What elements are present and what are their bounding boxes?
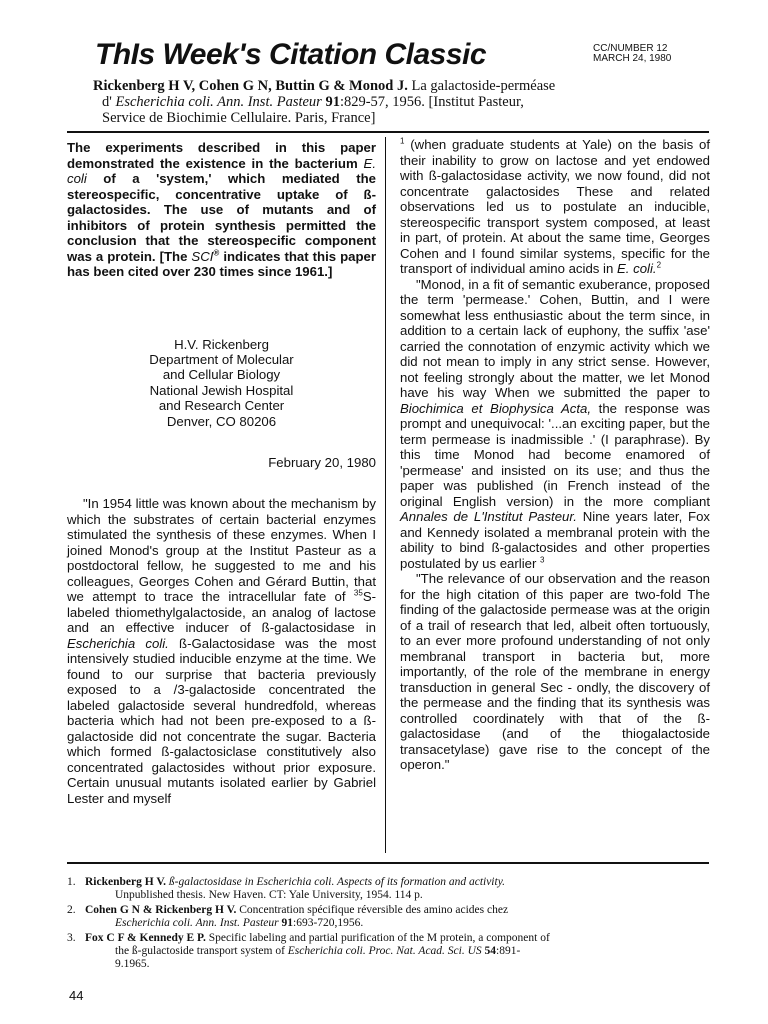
- abstract-text-2: of a 'system,' which mediated the stereospecific, concentrative uptake of ß-galactosides. The use of mutants and of inhibitors of protein synthesis permitted the conclusion that the stereospecific component was a protein. [The: [67, 171, 376, 264]
- abstract-organism: E. coli: [67, 155, 376, 186]
- page-title: ThIs Week's Citation Classic: [95, 38, 487, 71]
- para2-text-c: Nine years later, Fox and Kennedy isolated a membranal protein with the ability to bind ß-galactosides and other properties postulated by us earlier: [400, 509, 711, 571]
- citation-pages: :829-57, 1956. [Institut Pasteur,: [339, 94, 524, 110]
- para1-text-a: "In 1954 little was known about the mechanism by which the substrates of certain bacterial enzymes stimulated the synthesis of these enzymes. When I joined Monod's group at the Institut Pasteur as a postdoctoral fellow, he suggested to me and his colleagues, Georges Cohen and Gérard Buttin, that we attempt to trace the intracellular fate of: [67, 496, 376, 605]
- address-line-4: and Research Center: [158, 398, 285, 414]
- address-line-1: Department of Molecular: [149, 351, 294, 367]
- reference-title: ß-galactosidase in Escherichia coli. Aspects of its formation and activity.: [168, 876, 506, 888]
- citation: [93, 78, 743, 126]
- reference-item: [67, 932, 717, 971]
- abstract-text-3: indicates that this paper has been cited over 230 times since 1961.]: [67, 248, 376, 279]
- reference-item: [67, 876, 717, 902]
- para1-text-b: S-labeled thiomethylgalactoside, an analog of lactose and an effective inducer of ß-galactosidase in: [67, 589, 376, 636]
- right-column: [400, 137, 710, 773]
- body-paragraph-2: [400, 277, 710, 572]
- journal-annales: Annales de L'Institut Pasteur.: [400, 509, 577, 524]
- body-paragraph-1-cont: [400, 137, 710, 277]
- reference-item: [67, 904, 717, 930]
- para1-text-d: (when graduate students at Yale) on the basis of their inability to grow on lactose and yet endowed with ß-galactosidase activity, we now found, did not concentrate galactosides These and related observations led us to postulate an inducible, stereospecific transport system composed, at least in part, of protein. At about the same time, Georges Cohen and I found similar systems, specific for the transport of individual amino acids in: [400, 137, 710, 276]
- reference-authors: Rickenberg H V.: [85, 876, 167, 888]
- reference-number: 1.: [67, 876, 76, 888]
- para2-text-b: the response was prompt and unequivocal: '...an exciting paper, but the term permease is inadmissible .' (I paraphrase). By this time Monod had become enamored of 'permease' and insisted on its use; and thus the paper was published (in French instead of the original English version) in the more compliant: [400, 400, 710, 509]
- reference-volume: 54: [484, 945, 497, 957]
- top-rule: [67, 131, 709, 133]
- ref-3-marker: 3: [540, 555, 545, 565]
- reference-details-cont: 9.1965.: [115, 958, 150, 970]
- abstract: [67, 140, 376, 280]
- reference-title: Concentration spécifique réversible des amino acides chez: [239, 904, 509, 916]
- cc-number: CC/NUMBER 12: [593, 43, 668, 54]
- address-line-2: and Cellular Biology: [162, 367, 281, 383]
- reference-journal: Escherichia coli. Ann. Inst. Pasteur: [115, 917, 279, 929]
- reference-title: Specific labeling and partial purification of the M protein, a component of: [208, 932, 550, 944]
- issue-info: [593, 44, 671, 64]
- author-address: [67, 337, 376, 429]
- reference-details: :891-: [496, 945, 521, 957]
- ref-2-marker: 2: [656, 260, 662, 270]
- citation-line-2: [93, 94, 743, 110]
- bottom-rule: [67, 862, 709, 864]
- abstract-text-1: The experiments described in this paper demonstrated the existence in the bacterium: [67, 140, 376, 171]
- body-paragraph-3: "The relevance of our observation and the reason for the high citation of this paper are two-fold The finding of the galactoside permease was at the origin of a trail of research that led, albeit often tortuously, to an ever more profound understanding of not only membranal transport in bacteria but, more importantly, of the role of the membrane in energy transduction in general Sec - ondly, the discovery of the permease and the finding that its synthesis was controlled coordinately with that of the ß-galactosidase (and of the thiogalactoside transacetylase) gave rise to the concept of the operon.": [400, 571, 710, 772]
- citation-title: La galactoside-perméase: [411, 78, 556, 94]
- citation-institution: Service de Biochimie Cellulaire. Paris, France]: [102, 110, 376, 126]
- reference-title-cont: the ß-gulactoside transport system of: [115, 945, 285, 957]
- para1-text-c: ß-Galactosidase was the most intensively studied inducible enzyme at the time. We found to our surprise that bacteria previously exposed to a /3-galactoside concentrated the labeled galactoside several hundredfold, whereas bacteria which had not been pre-exposed to a ß-galactoside did not concentrate the sugar. Bacteria which formed ß-galactosiclase constitutively also concentrated galactosides without prior exposure. Certain unusual mutants isolated earlier by Gabriel Lester and myself: [67, 635, 377, 806]
- references: [67, 876, 717, 973]
- reference-number: 2.: [67, 904, 76, 916]
- column-divider: [385, 137, 386, 853]
- para2-text-a: "Monod, in a fit of semantic exuberance, proposed the term 'permease.' Cohen, Buttin, and I were somewhat less enthusiastic about the term since, in addition to a certain lack of euphony, the suffix 'ase' carried the connotation of enzymic activity which we did not mean to imply in any strict sense. However, not feeling strongly about the matter, we let Monod have his way When we submitted the paper to: [400, 276, 710, 400]
- citation-volume: 91: [325, 94, 340, 110]
- issue-date: MARCH 24, 1980: [593, 53, 672, 64]
- citation-line-1: [93, 78, 743, 94]
- reference-number: 3.: [67, 932, 76, 944]
- page-number: 44: [69, 988, 84, 1003]
- isotope-superscript: 35: [353, 589, 363, 599]
- reference-details: Unpublished thesis. New Haven. CT: Yale University, 1954. 114 p.: [115, 889, 423, 901]
- ref-1-marker: 1: [400, 136, 405, 146]
- address-line-5: Denver, CO 80206: [166, 413, 277, 429]
- citation-title-cont: d': [102, 94, 112, 110]
- sci-label: SCI: [191, 248, 214, 264]
- sci-registered-mark: ®: [213, 248, 220, 258]
- citation-journal: Escherichia coli. Ann. Inst. Pasteur: [115, 94, 322, 110]
- address-line-3: National Jewish Hospital: [149, 382, 294, 398]
- left-column: [67, 140, 376, 806]
- reference-details: :693-720,1956.: [293, 917, 364, 929]
- author-name: H.V. Rickenberg: [174, 336, 269, 352]
- organism-name: Escherichia coli.: [67, 635, 169, 651]
- reference-volume: 91: [281, 917, 294, 929]
- reference-journal: Escherichia coli. Proc. Nat. Acad. Sci. US: [287, 945, 482, 957]
- citation-authors: Rickenberg H V, Cohen G N, Buttin G & Monod J.: [93, 78, 408, 94]
- journal-bba: Biochimica et Biophysica Acta,: [400, 400, 592, 416]
- organism-name-2: E. coli.: [616, 261, 657, 276]
- letter-date: February 20, 1980: [268, 454, 376, 470]
- reference-authors: Fox C F & Kennedy E P.: [85, 932, 206, 944]
- body-paragraph-1: [67, 496, 376, 806]
- reference-authors: Cohen G N & Rickenberg H V.: [85, 904, 237, 916]
